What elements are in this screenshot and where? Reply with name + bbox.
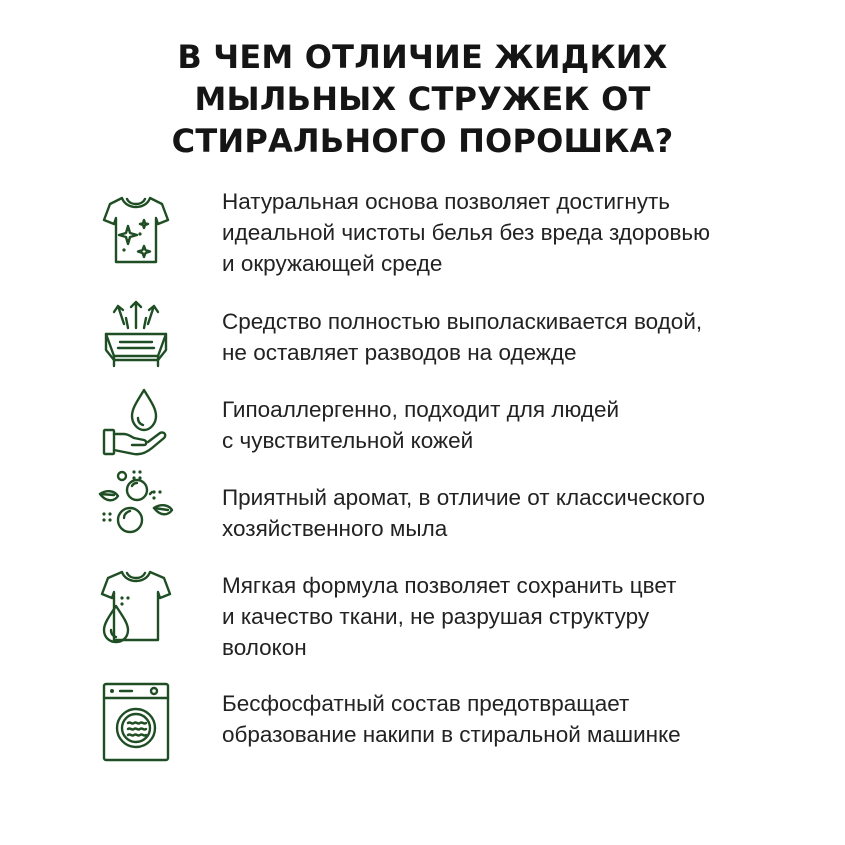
feature-text-rinses-out: Средство полностью выполаскивается водой, не оставляет разводов на одежде xyxy=(222,309,703,365)
fabric-rinse-arrows-icon xyxy=(94,294,178,378)
feature-text-hypoallergenic: Гипоаллергенно, подходит для людей с чувствительной кожей xyxy=(222,397,620,453)
hand-drop-icon xyxy=(94,384,178,468)
tshirt-drop-icon xyxy=(94,566,178,650)
title-line-2: МЫЛЬНЫХ СТРУЖЕК ОТ xyxy=(194,80,651,118)
feature-text-soft-formula: Мягкая формула позволяет сохранить цвет и качество ткани, не разрушая структуру волокон xyxy=(222,573,677,660)
feature-text-phosphate-free: Бесфосфатный состав предотвращает образование накипи в стиральной машинке xyxy=(222,691,681,747)
title-line-1: В ЧЕМ ОТЛИЧИЕ ЖИДКИХ xyxy=(177,38,668,76)
clean-tshirt-sparkles-icon xyxy=(94,186,178,270)
title-line-3: СТИРАЛЬНОГО ПОРОШКА? xyxy=(171,122,674,160)
page-title xyxy=(0,36,845,162)
feature-text-natural-base: Натуральная основа позволяет достигнуть идеальной чистоты белья без вреда здоровью и окружающей среде xyxy=(222,189,711,276)
washing-machine-icon xyxy=(94,678,178,762)
feature-text-pleasant-scent: Приятный аромат, в отличие от классического хозяйственного мыла xyxy=(222,485,705,541)
berries-leaves-icon xyxy=(94,466,178,550)
